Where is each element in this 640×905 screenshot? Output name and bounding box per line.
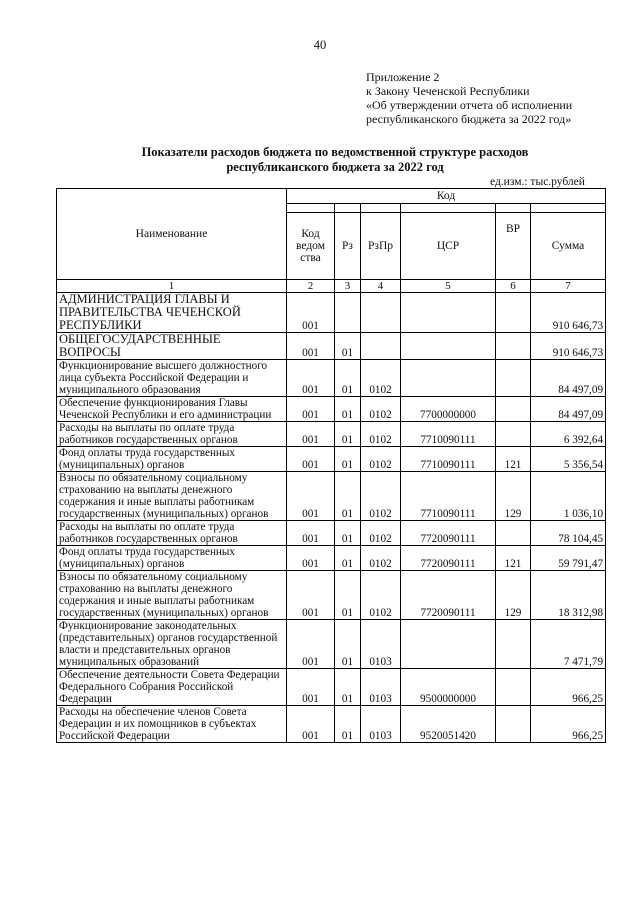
cell-name: Взносы по обязательному социальному страхованию на выплаты денежного содержания и иные выплаты работникам государственных (муниципальных) органов	[57, 571, 287, 620]
page-number: 40	[313, 38, 327, 52]
cell-sum: 5 356,54	[531, 447, 606, 472]
cell-vr	[496, 669, 531, 706]
cell-csr: 7710090111	[401, 472, 496, 521]
cell-vedom: 001	[287, 360, 335, 397]
header-sum: Сумма	[531, 213, 606, 280]
cell-vr	[496, 293, 531, 333]
cell-csr: 7710090111	[401, 447, 496, 472]
table-row	[57, 360, 606, 397]
column-number: 6	[496, 280, 531, 293]
cell-csr: 7720090111	[401, 546, 496, 571]
cell-csr	[401, 333, 496, 360]
cell-vr: 121	[496, 447, 531, 472]
appendix-line: «Об утверждении отчета об исполнении	[366, 98, 573, 112]
cell-sum: 18 312,98	[531, 571, 606, 620]
header-blank-cell	[401, 204, 496, 213]
cell-name: Фонд оплаты труда государственных (муниципальных) органов	[57, 546, 287, 571]
cell-vr	[496, 397, 531, 422]
appendix-line: республиканского бюджета за 2022 год»	[366, 112, 572, 126]
document-title	[100, 145, 570, 175]
cell-rzpr: 0103	[361, 669, 401, 706]
cell-csr: 7710090111	[401, 422, 496, 447]
cell-vedom: 001	[287, 422, 335, 447]
cell-vedom: 001	[287, 669, 335, 706]
cell-rz: 01	[335, 472, 361, 521]
cell-vedom: 001	[287, 620, 335, 669]
unit-label: ед.изм.: тыс.рублей	[490, 176, 585, 188]
header-rzpr: РзПр	[361, 213, 401, 280]
cell-sum: 910 646,73	[531, 293, 606, 333]
cell-rzpr	[361, 293, 401, 333]
cell-rz: 01	[335, 397, 361, 422]
title-line: Показатели расходов бюджета по ведомственной структуре расходов	[141, 145, 529, 159]
column-number: 4	[361, 280, 401, 293]
table-row	[57, 397, 606, 422]
cell-rzpr: 0103	[361, 706, 401, 743]
cell-rz: 01	[335, 333, 361, 360]
cell-name: Обеспечение функционирования Главы Чеченской Республики и его администрации	[57, 397, 287, 422]
cell-csr: 7720090111	[401, 521, 496, 546]
cell-csr: 7720090111	[401, 571, 496, 620]
table-row	[57, 333, 606, 360]
cell-vr	[496, 620, 531, 669]
cell-vr	[496, 333, 531, 360]
cell-rzpr: 0102	[361, 447, 401, 472]
table-row	[57, 571, 606, 620]
cell-rzpr: 0103	[361, 620, 401, 669]
cell-sum: 966,25	[531, 706, 606, 743]
cell-rzpr: 0102	[361, 546, 401, 571]
header-blank-cell	[335, 204, 361, 213]
cell-rz: 01	[335, 571, 361, 620]
appendix-line: к Закону Чеченской Республики	[366, 84, 530, 98]
cell-name: Фонд оплаты труда государственных (муниципальных) органов	[57, 447, 287, 472]
cell-sum: 59 791,47	[531, 546, 606, 571]
cell-rz: 01	[335, 447, 361, 472]
table-row	[57, 447, 606, 472]
cell-rzpr: 0102	[361, 571, 401, 620]
cell-sum: 84 497,09	[531, 397, 606, 422]
cell-rzpr: 0102	[361, 521, 401, 546]
budget-table	[56, 188, 606, 743]
cell-rz: 01	[335, 546, 361, 571]
cell-sum: 910 646,73	[531, 333, 606, 360]
column-number: 3	[335, 280, 361, 293]
cell-sum: 84 497,09	[531, 360, 606, 397]
cell-vr: 129	[496, 472, 531, 521]
header-rz: Рз	[335, 213, 361, 280]
cell-vr: 129	[496, 571, 531, 620]
cell-csr	[401, 620, 496, 669]
cell-rzpr: 0102	[361, 422, 401, 447]
cell-vr	[496, 706, 531, 743]
header-blank-cell	[496, 204, 531, 213]
cell-name: АДМИНИСТРАЦИЯ ГЛАВЫ И ПРАВИТЕЛЬСТВА ЧЕЧЕНСКОЙ РЕСПУБЛИКИ	[57, 293, 287, 333]
cell-name: Расходы на обеспечение членов Совета Федерации и их помощников в субъектах Российской Федерации	[57, 706, 287, 743]
table-row	[57, 546, 606, 571]
cell-rz: 01	[335, 706, 361, 743]
cell-sum: 78 104,45	[531, 521, 606, 546]
cell-name: ОБЩЕГОСУДАРСТВЕННЫЕ ВОПРОСЫ	[57, 333, 287, 360]
cell-sum: 6 392,64	[531, 422, 606, 447]
cell-name: Обеспечение деятельности Совета Федерации Федерального Собрания Российской Федерации	[57, 669, 287, 706]
cell-name: Функционирование высшего должностного лица субъекта Российской Федерации и муниципального образования	[57, 360, 287, 397]
cell-csr	[401, 293, 496, 333]
cell-vr	[496, 521, 531, 546]
header-blank-cell	[287, 204, 335, 213]
cell-vedom: 001	[287, 571, 335, 620]
cell-csr: 9500000000	[401, 669, 496, 706]
column-number: 2	[287, 280, 335, 293]
cell-sum: 1 036,10	[531, 472, 606, 521]
cell-vedom: 001	[287, 472, 335, 521]
cell-sum: 7 471,79	[531, 620, 606, 669]
cell-rzpr	[361, 333, 401, 360]
cell-vedom: 001	[287, 333, 335, 360]
cell-rzpr: 0102	[361, 360, 401, 397]
cell-vedom: 001	[287, 546, 335, 571]
cell-vedom: 001	[287, 447, 335, 472]
table-row	[57, 521, 606, 546]
cell-rz: 01	[335, 422, 361, 447]
cell-vedom: 001	[287, 397, 335, 422]
header-blank-cell	[361, 204, 401, 213]
header-code-group: Код	[287, 189, 606, 204]
cell-rz: 01	[335, 360, 361, 397]
cell-name: Функционирование законодательных (представительных) органов государственной власти и представительных органов муниципальных образований	[57, 620, 287, 669]
cell-rz: 01	[335, 620, 361, 669]
appendix-block	[366, 70, 626, 126]
table-row	[57, 620, 606, 669]
header-csr: ЦСР	[401, 213, 496, 280]
cell-rzpr: 0102	[361, 397, 401, 422]
cell-vedom: 001	[287, 706, 335, 743]
table-body	[57, 293, 606, 743]
cell-vedom: 001	[287, 293, 335, 333]
table-row	[57, 422, 606, 447]
cell-vr	[496, 360, 531, 397]
cell-name: Расходы на выплаты по оплате труда работников государственных органов	[57, 521, 287, 546]
header-vr: ВР	[496, 213, 531, 280]
cell-sum: 966,25	[531, 669, 606, 706]
table-row	[57, 293, 606, 333]
cell-rz: 01	[335, 521, 361, 546]
cell-rz: 01	[335, 669, 361, 706]
header-blank-cell	[531, 204, 606, 213]
cell-vr: 121	[496, 546, 531, 571]
cell-name: Расходы на выплаты по оплате труда работников государственных органов	[57, 422, 287, 447]
header-name: Наименование	[57, 189, 287, 280]
cell-csr: 9520051420	[401, 706, 496, 743]
column-number: 1	[57, 280, 287, 293]
table-row	[57, 669, 606, 706]
cell-vr	[496, 422, 531, 447]
cell-rz	[335, 293, 361, 333]
header-vedom: Код ведом ства	[287, 213, 335, 280]
cell-csr: 7700000000	[401, 397, 496, 422]
cell-csr	[401, 360, 496, 397]
table-row	[57, 706, 606, 743]
appendix-line: Приложение 2	[366, 70, 440, 84]
column-number: 5	[401, 280, 496, 293]
cell-name: Взносы по обязательному социальному страхованию на выплаты денежного содержания и иные выплаты работникам государственных (муниципальных) органов	[57, 472, 287, 521]
cell-vedom: 001	[287, 521, 335, 546]
title-line: республиканского бюджета за 2022 год	[226, 160, 444, 174]
cell-rzpr: 0102	[361, 472, 401, 521]
column-number: 7	[531, 280, 606, 293]
table-row	[57, 472, 606, 521]
